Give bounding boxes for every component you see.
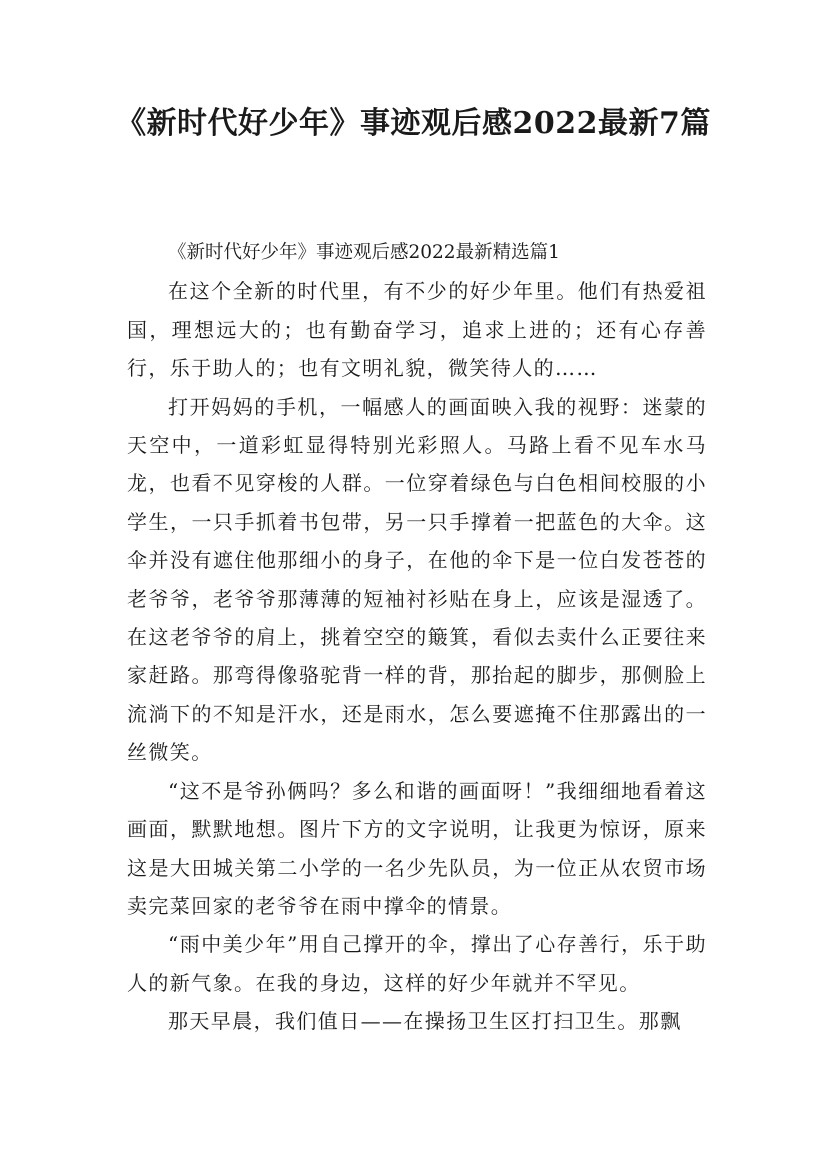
paragraph-1: 在这个全新的时代里，有不少的好少年里。他们有热爱祖国，理想远大的；也有勤奋学习，追求上进的；还有心存善行，乐于助人的；也有文明礼貌，微笑待人的…… (127, 279, 707, 381)
document-body (127, 234, 707, 1041)
document-title: 《新时代好少年》事迹观后感2022最新7篇 (116, 106, 711, 141)
paragraph-3: “这不是爷孙俩吗？多么和谐的画面呀！”我细细地看着这画面，默默地想。图片下方的文字说明，让我更为惊讶，原来这是大田城关第二小学的一名少先队员，为一位正从农贸市场卖完菜回家的老爷爷在雨中撑伞的情景。 (127, 778, 707, 918)
paragraph-2: 打开妈妈的手机，一幅感人的画面映入我的视野：迷蒙的天空中，一道彩虹显得特别光彩照人。马路上看不见车水马龙，也看不见穿梭的人群。一位穿着绿色与白色相间校服的小学生，一只手抓着书包带，另一只手撑着一把蓝色的大伞。这伞并没有遮住他那细小的身子，在他的伞下是一位白发苍苍的老爷爷，老爷爷那薄薄的短袖衬衫贴在身上，应该是湿透了。在这老爷爷的肩上，挑着空空的簸箕，看似去卖什么正要往来家赶路。那弯得像骆驼背一样的背，那抬起的脚步，那侧脸上流淌下的不知是汗水，还是雨水，怎么要遮掩不住那露出的一丝微笑。 (127, 394, 707, 765)
section-heading: 《新时代好少年》事迹观后感2022最新精选篇1 (168, 242, 560, 263)
paragraph-4: “雨中美少年”用自己撑开的伞，撑出了心存善行，乐于助人的新气象。在我的身边，这样的好少年就并不罕见。 (127, 932, 707, 995)
paragraph-5: 那天早晨，我们值日——在操扬卫生区打扫卫生。那飘 (168, 1009, 682, 1034)
